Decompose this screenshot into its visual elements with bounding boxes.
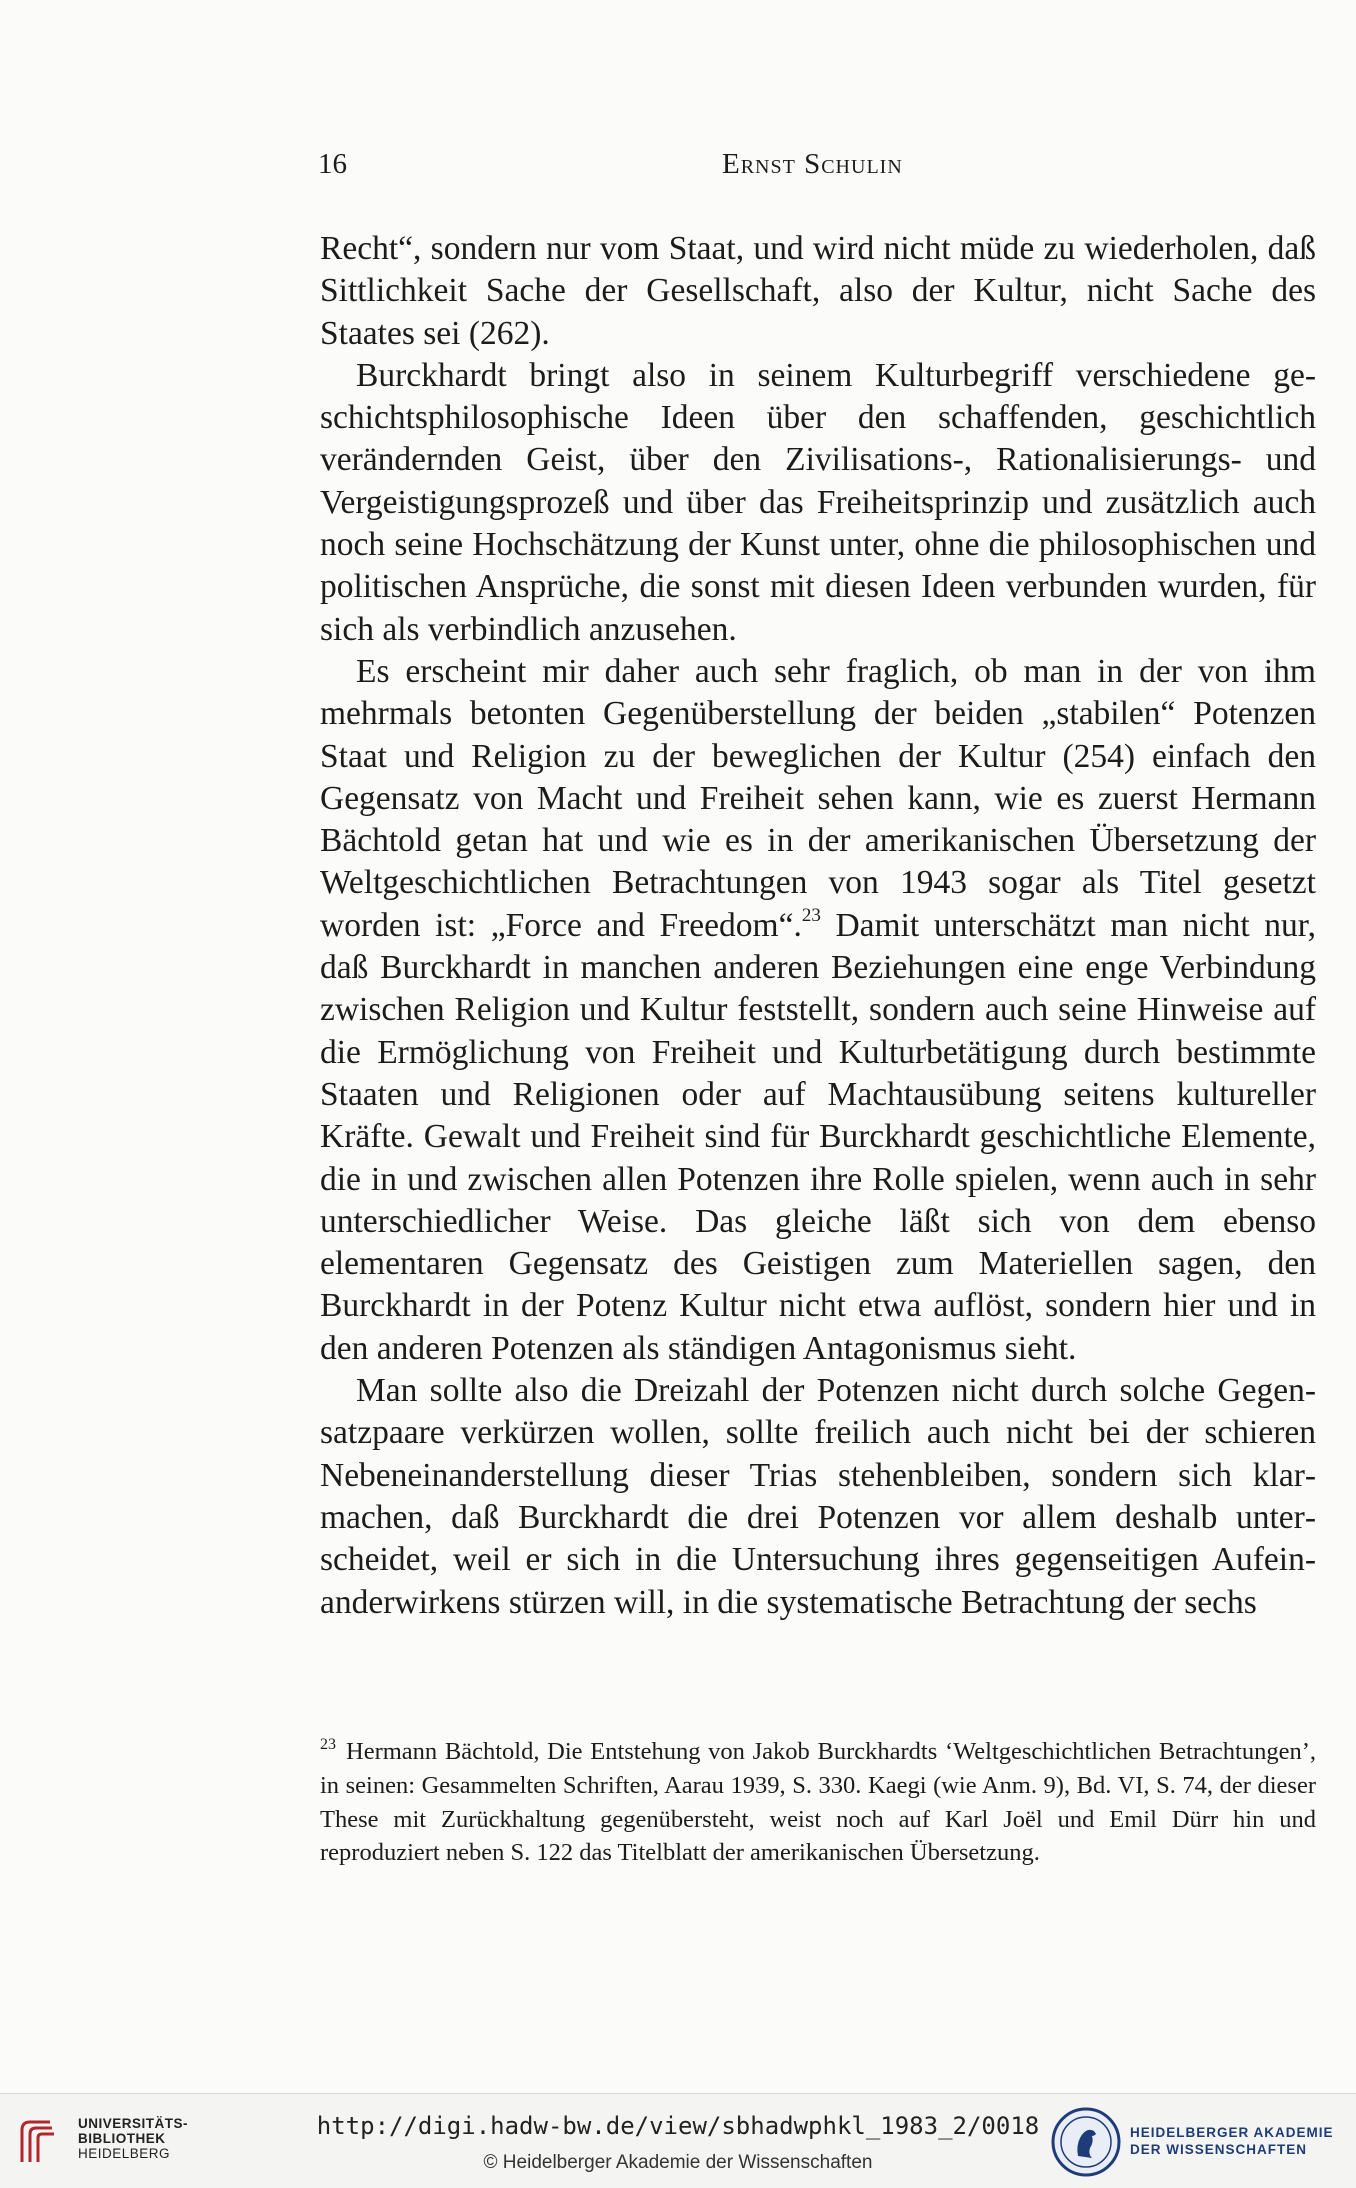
footer-bar — [0, 2093, 1356, 2188]
copyright-notice: © Heidelberger Akademie der Wissenschaften — [483, 2152, 873, 2173]
paragraph-3-text-a: Es erscheint mir daher auch sehr fraglich, ob man in der von ihm mehrmals betonten Gegenüberstellung der beiden „stabilen“ Potenzen Staat und Religion zu der beweglichen der Kultur (254) einfach den Gegensatz von Macht und Freiheit sehen kann, wie es zuerst Hermann Bächtold getan hat und wie es in der amerikanischen Übersetzung der Weltgeschichtlichen Betrachtungen von 1943 sogar als Titel gesetzt worden ist: „Force and Freedom“. — [320, 652, 1316, 944]
permalink-url[interactable]: http://digi.hadw-bw.de/view/sbhadwphkl_1983_2/0018 — [316, 2112, 1040, 2140]
paragraph-3-text-b: Damit unterschätzt man nicht nur, daß Burckhardt in manchen anderen Beziehungen eine enge Verbindung zwischen Religion und Kultur feststellt, sondern auch seine Hinweise auf die Ermöglichung von Freiheit und Kulturbetätigung durch bestimmte Staaten und Religionen oder auf Machtausübung seitens kultureller Kräfte. Gewalt und Freiheit sind für Burckhardt geschichtliche Elemente, die in und zwischen allen Potenzen ihre Rolle spielen, wenn auch in sehr unterschiedlicher Weise. Das gleiche läßt sich von dem ebenso elementaren Gegensatz des Geistigen zum Materiellen sagen, den Burckhardt in der Potenz Kultur nicht etwa auflöst, sondern hier und in den anderen Potenzen als ständigen Antagonismus sieht. — [320, 906, 1316, 1367]
running-head: Ernst Schulin — [722, 148, 903, 180]
main-text — [320, 228, 1316, 1624]
paragraph-4: Man sollte also die Dreizahl der Potenzen nicht durch solche Gegensatzpaare verkürzen wollen, sollte freilich auch nicht bei der schieren Nebeneinanderstellung dieser Trias stehenbleiben, sondern sich klarmachen, daß Burckhardt die drei Potenzen vor allem deshalb unterscheidet, weil er sich in die Untersuchung ihres gegenseitigen Aufeinanderwirkens stürzen will, in die systematische Betrachtung der sechs — [320, 1372, 1316, 1621]
paragraph-2: Burckhardt bringt also in seinem Kulturbegriff verschiedene geschichtsphilosophische Ideen über den schaffenden, geschichtlich verändernden Geist, über den Zivilisations-, Rationalisierungs- und Vergeistigungsprozeß und über das Freiheitsprinzip und zusätzlich auch noch seine Hochschätzung der Kunst unter, ohne die philosophischen und politischen Ansprüche, die sonst mit diesen Ideen verbunden wurden, für sich als verbindlich anzusehen. — [320, 356, 1316, 648]
academy-seal-icon[interactable] — [1050, 2106, 1122, 2178]
university-library-name: UNIVERSITÄTS- BIBLIOTHEK HEIDELBERG — [78, 2116, 189, 2161]
page-number: 16 — [318, 148, 347, 180]
academy-name: HEIDELBERGER AKADEMIE DER WISSENSCHAFTEN — [1130, 2125, 1334, 2157]
paragraph-1: Recht“, sondern nur vom Staat, und wird nicht müde zu wiederholen, daß Sittlichkeit Sache der Gesellschaft, also der Kultur, nicht Sache des Staates sei (262). — [320, 230, 1316, 352]
paragraph-3 — [320, 651, 1316, 1370]
footnote-text: Hermann Bächtold, Die Entstehung von Jakob Burckhardts ‘Weltgeschichtlichen Betrachtungen’, in seinen: Gesammelten Schriften, Aarau 1939, S. 330. Kaegi (wie Anm. 9), Bd. VI, S. 74, der dieser These mit Zurückhaltung gegenübersteht, weist noch auf Karl Joël und Emil Dürr hin und reproduziert neben S. 122 das Titelblatt der amerikanischen Übersetzung. — [320, 1738, 1316, 1867]
page-header — [318, 148, 1318, 182]
footnote — [320, 1735, 1316, 1870]
footnote-number: 23 — [320, 1736, 336, 1753]
footnote-reference[interactable]: 23 — [801, 904, 821, 926]
